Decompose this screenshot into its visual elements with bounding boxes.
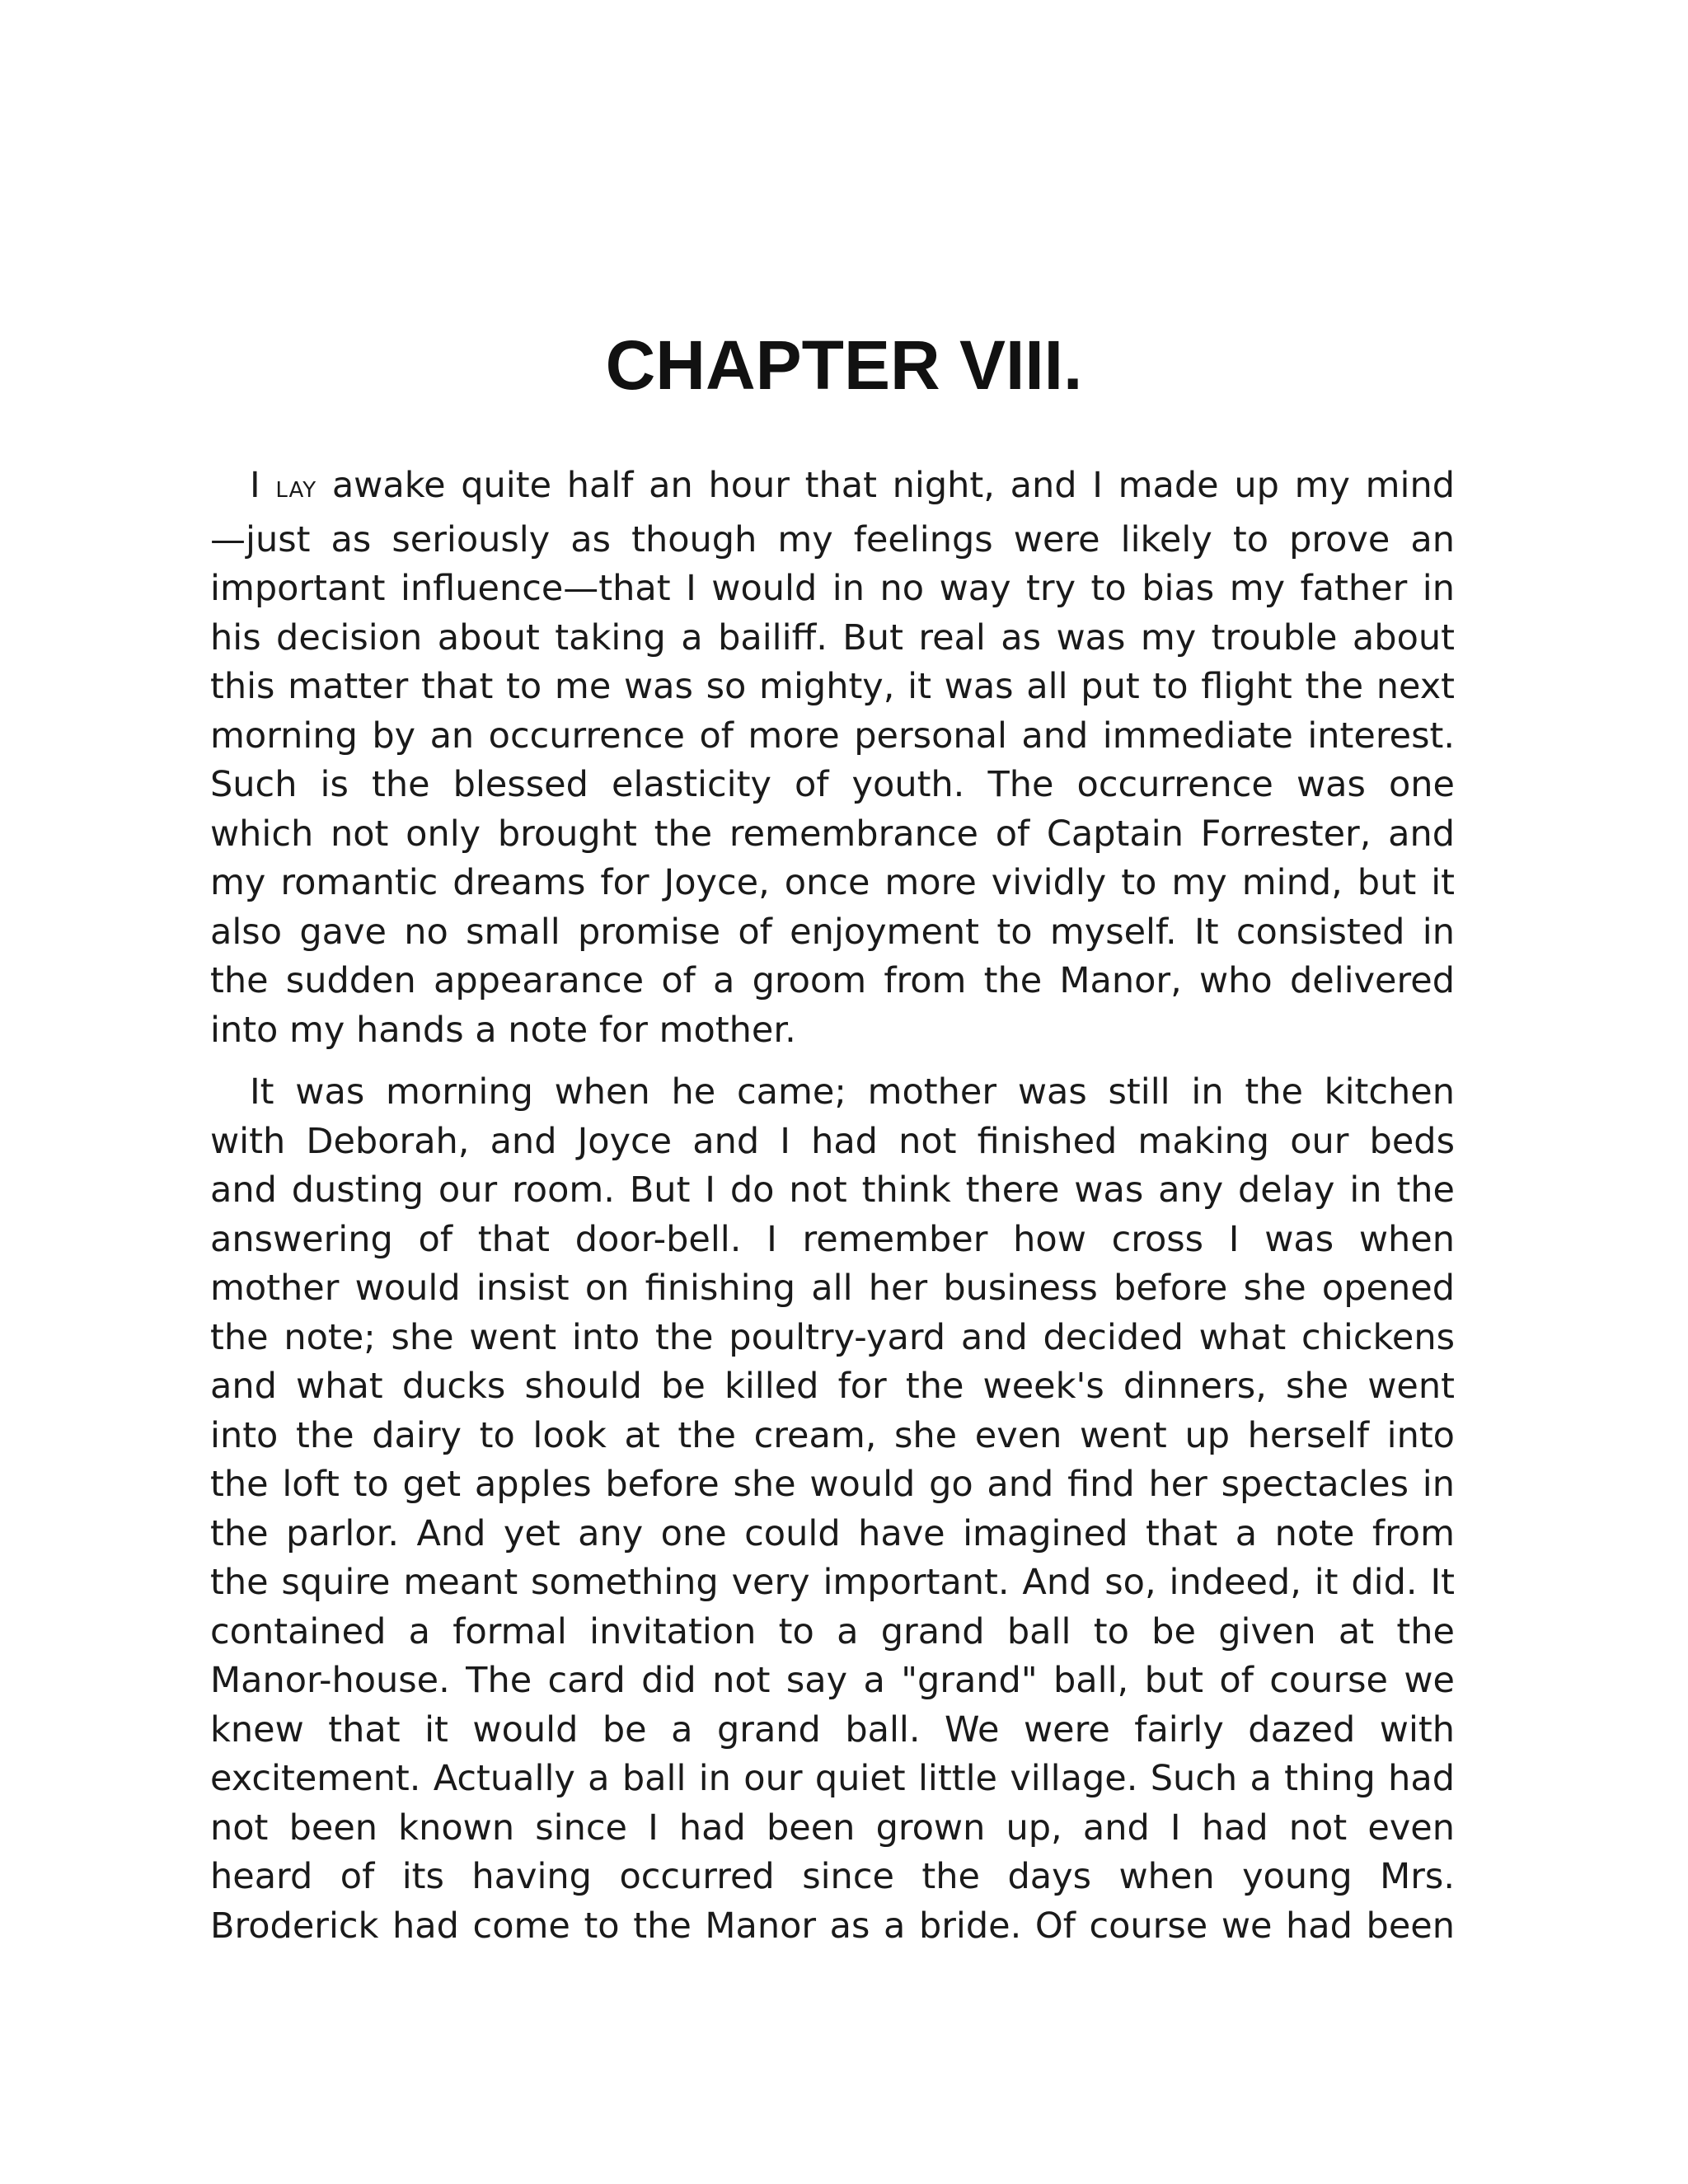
- chapter-title: CHAPTER VIII.: [605, 326, 1083, 404]
- text-line: It was morning when he came; mother was still in the kitchen: [250, 1071, 1455, 1113]
- text-line: I LAY awake quite half an hour that night, and I made up my mind: [250, 465, 1455, 506]
- text-line: this matter that to me was so mighty, it was all put to flight the next: [210, 666, 1455, 707]
- text-line: heard of its having occurred since the days when young Mrs.: [210, 1856, 1455, 1897]
- text-line: the squire meant something very important. And so, indeed, it did. It: [210, 1562, 1455, 1603]
- text-line: answering of that door-bell. I remember how cross I was when: [210, 1218, 1455, 1260]
- text-line: Such is the blessed elasticity of youth. The occurrence was one: [210, 764, 1455, 805]
- text-line: not been known since I had been grown up, and I had not even: [210, 1807, 1455, 1849]
- text-line: my romantic dreams for Joyce, once more vividly to my mind, but it: [210, 862, 1455, 903]
- small-caps-word: LAY: [275, 478, 317, 503]
- paragraph-1: [210, 462, 1455, 1055]
- text-line: his decision about taking a bailiff. But real as was my trouble about: [210, 616, 1455, 658]
- text-line: also gave no small promise of enjoyment to myself. It consisted in: [210, 911, 1455, 953]
- text-line: —just as seriously as though my feelings were likely to prove an: [210, 518, 1455, 560]
- text-line: the sudden appearance of a groom from the Manor, who delivered: [210, 960, 1455, 1001]
- text-line: which not only brought the remembrance of Captain Forrester, and: [210, 813, 1455, 855]
- chapter-body: [210, 462, 1455, 1964]
- text-line: Broderick had come to the Manor as a bride. Of course we had been: [210, 1905, 1455, 1947]
- text-line: mother would insist on finishing all her business before she opened: [210, 1268, 1455, 1309]
- text-line: important influence—that I would in no way try to bias my father in: [210, 568, 1455, 609]
- text-line: into my hands a note for mother.: [210, 1009, 796, 1051]
- text-line: the parlor. And yet any one could have imagined that a note from: [210, 1512, 1455, 1554]
- text-line: morning by an occurrence of more personal and immediate interest.: [210, 715, 1455, 757]
- text-line: with Deborah, and Joyce and I had not finished making our beds: [210, 1120, 1455, 1162]
- text-line: and dusting our room. But I do not think there was any delay in the: [210, 1169, 1455, 1211]
- paragraph-2: [210, 1068, 1455, 1951]
- text-line: the loft to get apples before she would go and find her spectacles in: [210, 1464, 1455, 1505]
- text-line: contained a formal invitation to a grand ball to be given at the: [210, 1610, 1455, 1652]
- text-line: into the dairy to look at the cream, she even went up herself into: [210, 1414, 1455, 1456]
- text-line: the note; she went into the poultry-yard and decided what chickens: [210, 1316, 1455, 1358]
- text-line: knew that it would be a grand ball. We were fairly dazed with: [210, 1708, 1455, 1750]
- text-line: excitement. Actually a ball in our quiet little village. Such a thing had: [210, 1758, 1455, 1799]
- text-line: and what ducks should be killed for the week's dinners, she went: [210, 1366, 1455, 1407]
- text-line: Manor-house. The card did not say a "grand" ball, but of course we: [210, 1660, 1455, 1701]
